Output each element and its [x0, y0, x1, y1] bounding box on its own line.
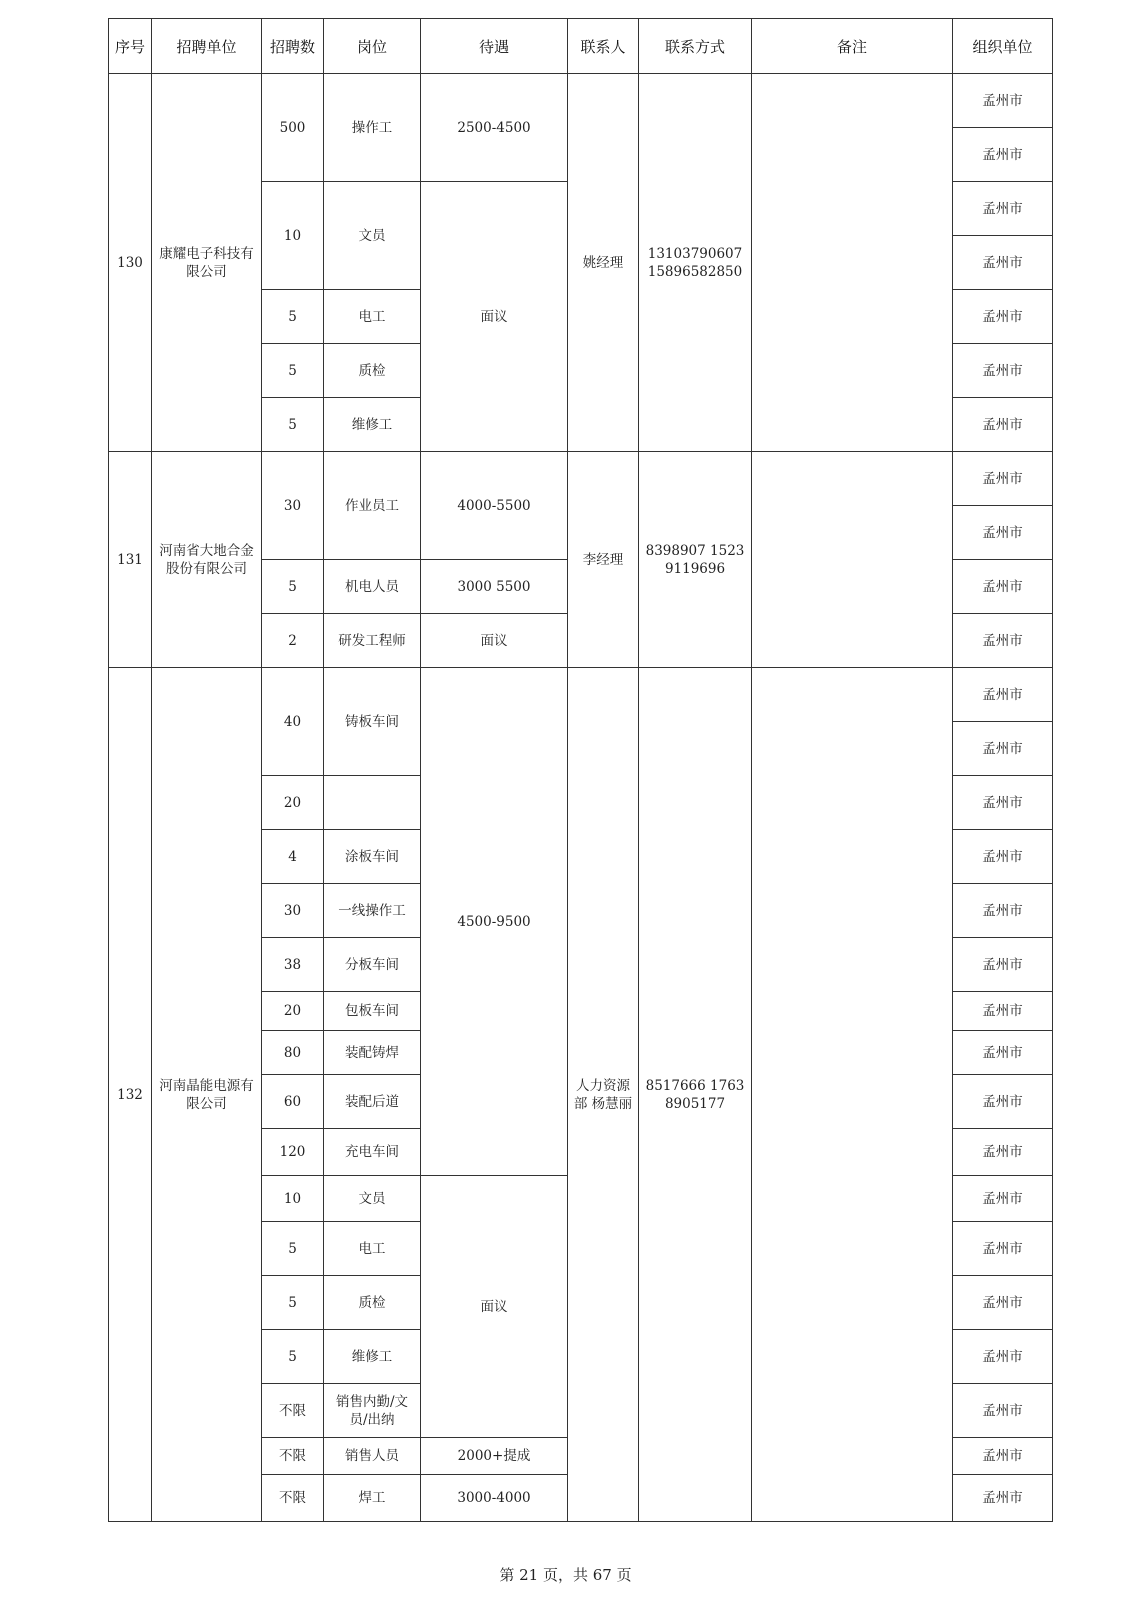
position-pay: 面议 — [421, 182, 568, 452]
position-count: 10 — [262, 182, 324, 290]
company-name: 河南省大地合金股份有限公司 — [152, 452, 262, 668]
table-row — [109, 74, 1053, 128]
position-post: 销售人员 — [324, 1438, 421, 1475]
company-no: 132 — [109, 668, 152, 1522]
table-row — [109, 668, 1053, 722]
position-pay: 4500-9500 — [421, 668, 568, 1176]
org-cell: 孟州市 — [953, 506, 1053, 560]
position-count: 38 — [262, 938, 324, 992]
position-count: 4 — [262, 830, 324, 884]
position-post: 装配铸焊 — [324, 1031, 421, 1075]
position-count: 500 — [262, 74, 324, 182]
header-post: 岗位 — [324, 19, 421, 74]
position-post: 维修工 — [324, 398, 421, 452]
position-pay: 面议 — [421, 614, 568, 668]
position-post: 机电人员 — [324, 560, 421, 614]
position-post: 文员 — [324, 1176, 421, 1222]
position-post: 充电车间 — [324, 1129, 421, 1176]
position-count: 20 — [262, 992, 324, 1031]
position-post: 质检 — [324, 1276, 421, 1330]
position-pay: 2000+提成 — [421, 1438, 568, 1475]
position-pay: 3000 5500 — [421, 560, 568, 614]
org-cell: 孟州市 — [953, 1438, 1053, 1475]
position-count: 2 — [262, 614, 324, 668]
position-count: 30 — [262, 884, 324, 938]
page-footer: 第 21 页，共 67 页 — [499, 1566, 632, 1584]
position-post: 装配后道 — [324, 1075, 421, 1129]
company-contact: 李经理 — [568, 452, 639, 668]
org-cell: 孟州市 — [953, 236, 1053, 290]
position-count: 5 — [262, 1222, 324, 1276]
position-pay: 4000-5500 — [421, 452, 568, 560]
position-count: 40 — [262, 668, 324, 776]
header-company: 招聘单位 — [152, 19, 262, 74]
company-note — [752, 452, 953, 668]
org-cell: 孟州市 — [953, 1075, 1053, 1129]
position-post: 研发工程师 — [324, 614, 421, 668]
position-post: 电工 — [324, 290, 421, 344]
org-cell: 孟州市 — [953, 1384, 1053, 1438]
position-count: 不限 — [262, 1438, 324, 1475]
position-count: 5 — [262, 1276, 324, 1330]
position-count: 80 — [262, 1031, 324, 1075]
org-cell: 孟州市 — [953, 452, 1053, 506]
company-name: 河南晶能电源有限公司 — [152, 668, 262, 1522]
position-count: 20 — [262, 776, 324, 830]
position-count: 5 — [262, 290, 324, 344]
header-contact: 联系人 — [568, 19, 639, 74]
company-phone: 13103790607 15896582850 — [639, 74, 752, 452]
position-post: 铸板车间 — [324, 668, 421, 776]
position-post: 维修工 — [324, 1330, 421, 1384]
org-cell: 孟州市 — [953, 74, 1053, 128]
org-cell: 孟州市 — [953, 560, 1053, 614]
position-post: 质检 — [324, 344, 421, 398]
org-cell: 孟州市 — [953, 1222, 1053, 1276]
company-phone: 8517666 17638905177 — [639, 668, 752, 1522]
position-count: 不限 — [262, 1475, 324, 1522]
header-phone: 联系方式 — [639, 19, 752, 74]
position-post: 操作工 — [324, 74, 421, 182]
org-cell: 孟州市 — [953, 1276, 1053, 1330]
position-post: 焊工 — [324, 1475, 421, 1522]
header-no: 序号 — [109, 19, 152, 74]
company-name: 康耀电子科技有限公司 — [152, 74, 262, 452]
position-count: 5 — [262, 560, 324, 614]
org-cell: 孟州市 — [953, 992, 1053, 1031]
org-cell: 孟州市 — [953, 1176, 1053, 1222]
org-cell: 孟州市 — [953, 884, 1053, 938]
table-row — [109, 452, 1053, 506]
position-post: 文员 — [324, 182, 421, 290]
org-cell: 孟州市 — [953, 938, 1053, 992]
org-cell: 孟州市 — [953, 830, 1053, 884]
org-cell: 孟州市 — [953, 776, 1053, 830]
header-count: 招聘数 — [262, 19, 324, 74]
position-count: 10 — [262, 1176, 324, 1222]
recruitment-table — [108, 18, 1053, 1522]
position-pay: 2500-4500 — [421, 74, 568, 182]
company-note — [752, 668, 953, 1522]
org-cell: 孟州市 — [953, 182, 1053, 236]
header-row — [109, 19, 1053, 74]
org-cell: 孟州市 — [953, 1129, 1053, 1176]
header-org: 组织单位 — [953, 19, 1053, 74]
position-count: 60 — [262, 1075, 324, 1129]
position-count: 不限 — [262, 1384, 324, 1438]
position-pay: 面议 — [421, 1176, 568, 1438]
position-post: 涂板车间 — [324, 830, 421, 884]
position-count: 5 — [262, 1330, 324, 1384]
org-cell: 孟州市 — [953, 1031, 1053, 1075]
org-cell: 孟州市 — [953, 614, 1053, 668]
org-cell: 孟州市 — [953, 344, 1053, 398]
position-count: 120 — [262, 1129, 324, 1176]
position-post — [324, 776, 421, 830]
org-cell: 孟州市 — [953, 398, 1053, 452]
position-post: 分板车间 — [324, 938, 421, 992]
position-post: 电工 — [324, 1222, 421, 1276]
company-no: 130 — [109, 74, 152, 452]
position-post: 作业员工 — [324, 452, 421, 560]
position-post: 一线操作工 — [324, 884, 421, 938]
position-post: 销售内勤/文员/出纳 — [324, 1384, 421, 1438]
org-cell: 孟州市 — [953, 1475, 1053, 1522]
header-note: 备注 — [752, 19, 953, 74]
org-cell: 孟州市 — [953, 1330, 1053, 1384]
company-contact: 姚经理 — [568, 74, 639, 452]
header-pay: 待遇 — [421, 19, 568, 74]
company-no: 131 — [109, 452, 152, 668]
position-pay: 3000-4000 — [421, 1475, 568, 1522]
company-phone: 8398907 15239119696 — [639, 452, 752, 668]
org-cell: 孟州市 — [953, 290, 1053, 344]
company-note — [752, 74, 953, 452]
company-contact: 人力资源部 杨慧丽 — [568, 668, 639, 1522]
org-cell: 孟州市 — [953, 722, 1053, 776]
position-count: 5 — [262, 398, 324, 452]
position-post: 包板车间 — [324, 992, 421, 1031]
org-cell: 孟州市 — [953, 128, 1053, 182]
org-cell: 孟州市 — [953, 668, 1053, 722]
position-count: 5 — [262, 344, 324, 398]
position-count: 30 — [262, 452, 324, 560]
